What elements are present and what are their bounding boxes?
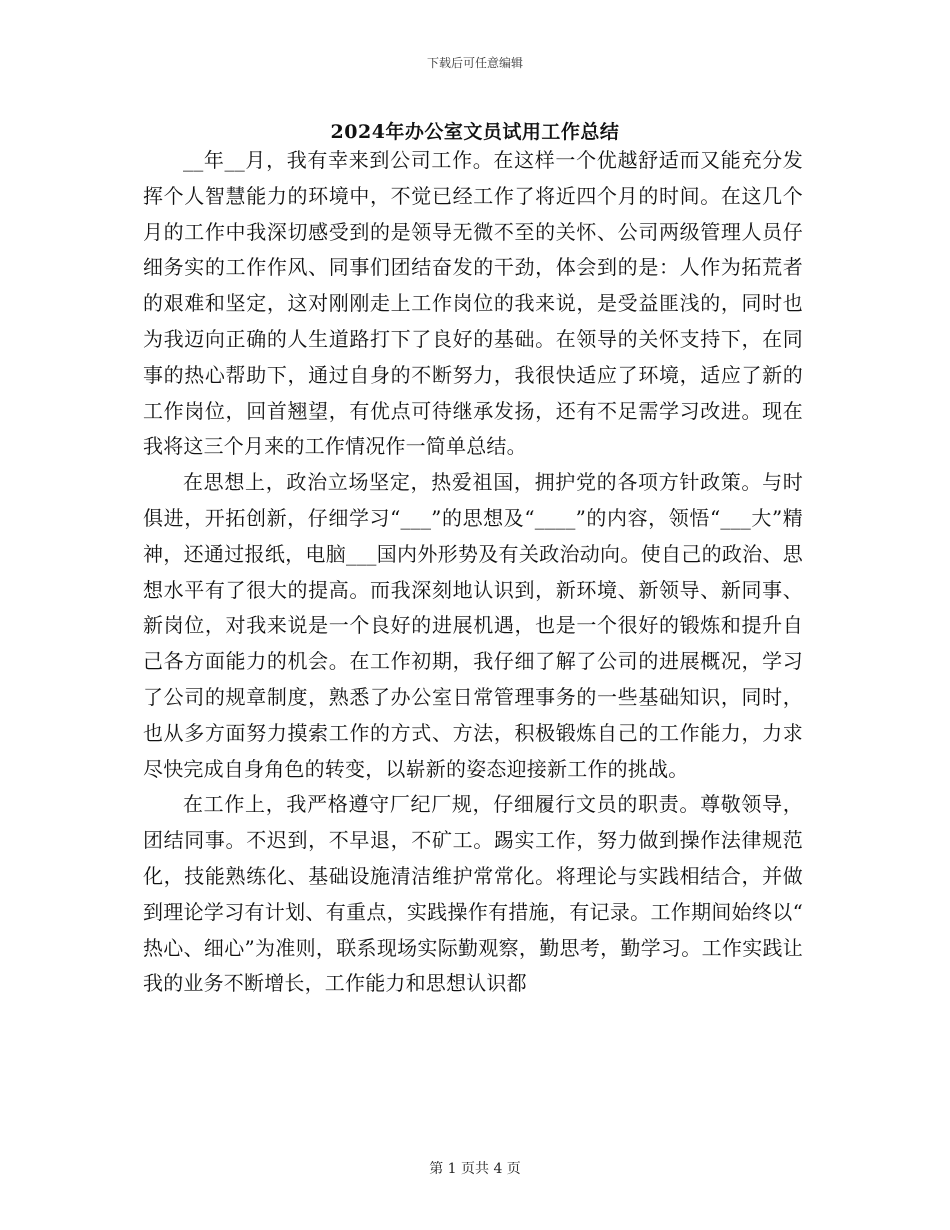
page-number: 第 1 页共 4 页 [429,1161,521,1177]
paragraph-work: 在工作上，我严格遵守厂纪厂规，仔细履行文员的职责。尊敬领导，团结同事。不迟到，不早退，不矿工。踢实工作，努力做到操作法律规范化，技能熟练化、基础设施清洁维护常常化。将理论与实践相结合，并做到理论学习有计划、有重点，实践操作有措施，有记录。工作期间始终以“热心、细心”为准则，联系现场实际勤观察，勤思考，勤学习。工作实践让我的业务不断增长，工作能力和思想认识都 [143,792,803,996]
document-body [143,143,803,1002]
paragraph-thought: 在思想上，政治立场坚定，热爱祖国，拥护党的各项方针政策。与时俱进，开拓创新，仔细学习“___”的思想及“____”的内容，领悟“___大”精神，还通过报纸，电脑___国内外形势及有关政治动向。使自己的政治、思想水平有了很大的提高。而我深刻地认识到，新环境、新领导、新同事、新岗位，对我来说是一个良好的进展机遇，也是一个很好的锻炼和提升自己各方面能力的机会。在工作初期，我仔细了解了公司的进展概况，学习了公司的规章制度，熟悉了办公室日常管理事务的一些基础知识，同时，也从多方面努力摸索工作的方式、方法，积极锻炼自己的工作能力，力求尽快完成自身角色的转变，以崭新的姿态迎接新工作的挑战。 [143,470,803,781]
header-note: 下载后可任意编辑 [426,56,523,70]
paragraph-intro: __年__月，我有幸来到公司工作。在这样一个优越舒适而又能充分发挥个人智慧能力的环境中，不觉已经工作了将近四个月的时间。在这几个月的工作中我深切感受到的是领导无微不至的关怀、公司两级管理人员仔细务实的工作作风、同事们团结奋发的干劲，体会到的是：人作为拓荒者的艰难和坚定，这对刚刚走上工作岗位的我来说，是受益匪浅的，同时也为我迈向正确的人生道路打下了良好的基础。在领导的关怀支持下，在同事的热心帮助下，通过自身的不断努力，我很快适应了环境，适应了新的工作岗位，回首翘望，有优点可待继承发扬，还有不足需学习改进。现在我将这三个月来的工作情况作一简单总结。 [143,148,803,459]
document-title: 2024年办公室文员试用工作总结 [330,121,620,143]
